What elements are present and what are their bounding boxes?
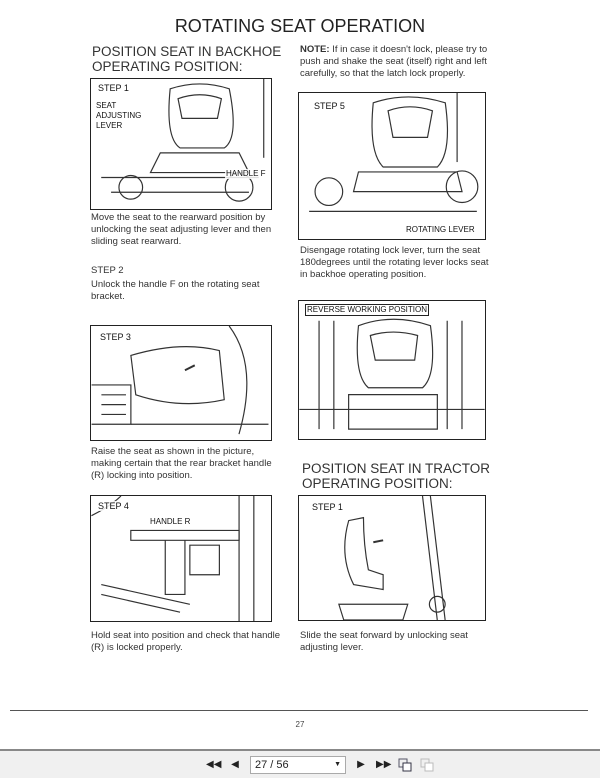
step1-figure bbox=[90, 78, 272, 210]
tractor-step1-figure bbox=[298, 495, 486, 621]
step-label: STEP 5 bbox=[314, 101, 345, 111]
step-label: STEP 1 bbox=[98, 83, 129, 93]
backhoe-heading: POSITION SEAT IN BACKHOE OPERATING POSITION: bbox=[92, 44, 297, 74]
page-number: 27 bbox=[295, 720, 305, 729]
step4-text: Hold seat into position and check that handle (R) is locked properly. bbox=[91, 630, 281, 653]
note-label: NOTE: bbox=[300, 44, 330, 55]
step4-figure bbox=[90, 495, 272, 622]
chevron-down-icon: ▼ bbox=[334, 761, 341, 768]
note-text bbox=[300, 44, 505, 80]
page-field-value: 27 / 56 bbox=[255, 758, 289, 771]
seat-lever-label: SEAT ADJUSTING LEVER bbox=[95, 101, 157, 131]
step2-heading: STEP 2 bbox=[91, 265, 124, 276]
note-body: If in case it doesn't lock, please try to push and shake the seat (itself) right and left carefully, so that the latch lock properly. bbox=[300, 44, 488, 79]
step3-text: Raise the seat as shown in the picture, making certain that the rear bracket handle (R) locking into position. bbox=[91, 446, 272, 481]
step1-text: Move the seat to the rearward position by unlocking the seat adjusting lever and then sliding seat rearward. bbox=[91, 212, 272, 247]
paste-page-icon[interactable] bbox=[420, 758, 434, 772]
reverse-figure bbox=[298, 300, 486, 440]
last-page-button[interactable]: ▶▶ bbox=[376, 759, 392, 770]
copy-page-icon[interactable] bbox=[398, 758, 412, 772]
pdf-toolbar bbox=[0, 749, 600, 778]
step2-text: Unlock the handle F on the rotating seat bracket. bbox=[91, 279, 260, 302]
next-page-button[interactable]: ▶ bbox=[357, 759, 365, 770]
rotating-lever-label: ROTATING LEVER bbox=[406, 225, 475, 234]
step-label: STEP 4 bbox=[98, 501, 129, 511]
step-label: STEP 1 bbox=[312, 502, 343, 512]
seat-illustration bbox=[91, 79, 271, 209]
page-title: ROTATING SEAT OPERATION bbox=[174, 16, 426, 36]
page-divider bbox=[10, 710, 588, 711]
handle-r-label: HANDLE R bbox=[150, 517, 191, 526]
step5-figure bbox=[298, 92, 486, 240]
tractor-step1-text: Slide the seat forward by unlocking seat adjusting lever. bbox=[300, 630, 468, 653]
handle-f-label: HANDLE F bbox=[226, 169, 266, 178]
page-selector[interactable] bbox=[250, 756, 346, 774]
reverse-label: REVERSE WORKING POSITION bbox=[307, 305, 428, 314]
step3-figure bbox=[90, 325, 272, 441]
step5-text: Disengage rotating lock lever, turn the seat 180degrees until the rotating lever locks seat in backhoe operating position. bbox=[300, 245, 489, 280]
previous-page-button[interactable]: ◀ bbox=[231, 759, 239, 770]
tractor-heading: POSITION SEAT IN TRACTOR OPERATING POSITION: bbox=[302, 461, 502, 491]
first-page-button[interactable]: ◀◀ bbox=[206, 759, 222, 770]
step-label: STEP 3 bbox=[100, 332, 131, 342]
